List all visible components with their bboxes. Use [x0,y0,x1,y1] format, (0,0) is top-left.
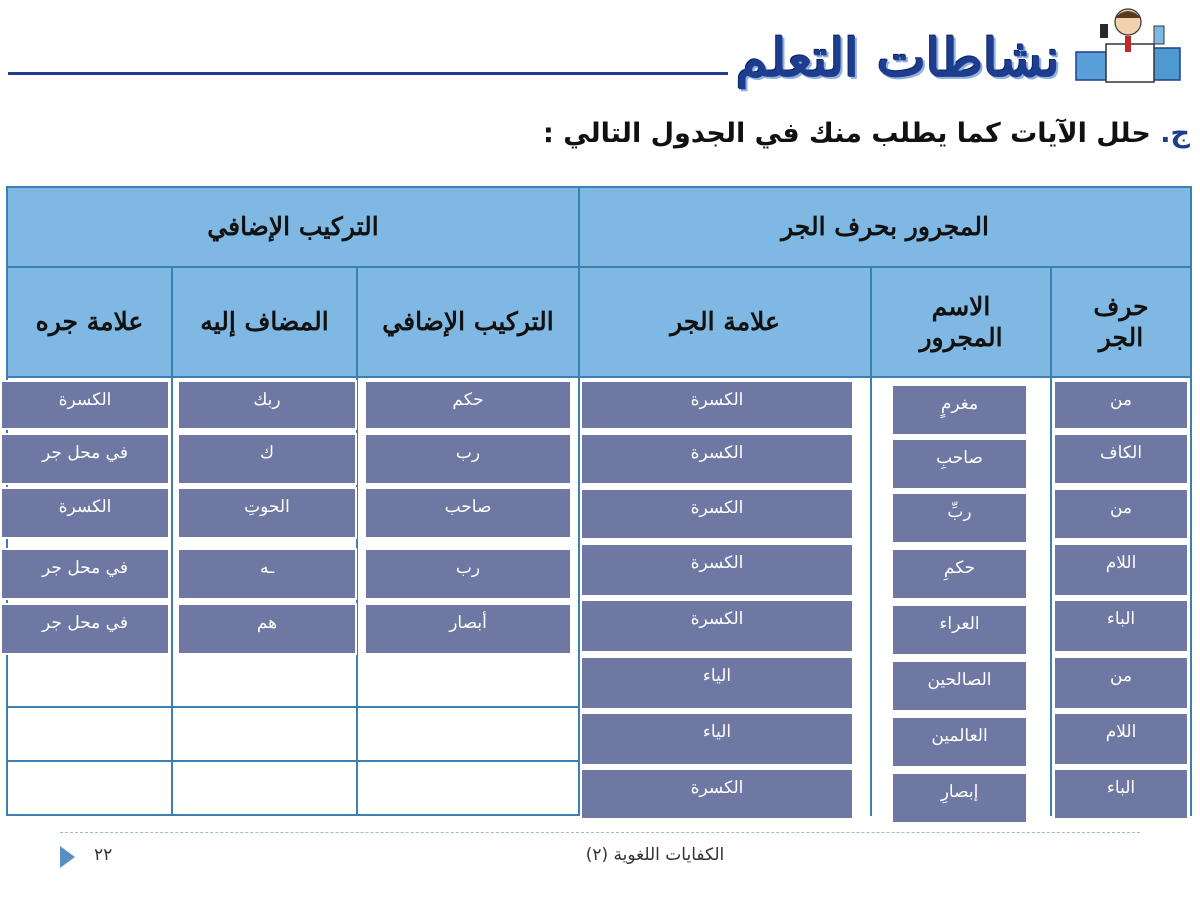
cell-alama-jarrih: في محل جر [0,548,170,600]
cell-harf: اللام [1053,712,1189,766]
cell-ism: الصالحين [891,660,1028,712]
col-header-mudaf: المضاف إليه [171,266,358,378]
title-underline [8,72,728,75]
cell-alama: الكسرة [580,433,854,485]
group-header-idafa: التركيب الإضافي [6,186,580,268]
cell-tarkib: أبصار [364,603,572,655]
cell-alama: الكسرة [580,380,854,430]
grid-line [6,706,580,708]
grid-line [1050,378,1052,816]
col-header-harf: حرف الجر [1050,266,1192,378]
cell-mudaf: ـه [177,548,357,600]
cell-alama-jarrih: الكسرة [0,380,170,430]
instruction-lead: ج. [1160,118,1190,149]
cell-harf: من [1053,488,1189,540]
cell-ism: حكمِ [891,548,1028,600]
cell-harf: الباء [1053,768,1189,820]
cell-ism: مغرمٍ [891,384,1028,436]
cell-ism: ربِّ [891,492,1028,544]
col-header-alama-jarrih: علامة جره [6,266,173,378]
grid-line [1190,378,1192,816]
grid-line [870,378,872,816]
col-header-ism: الاسم المجرور [870,266,1052,378]
cell-mudaf: هم [177,603,357,655]
teacher-mascot-icon [1070,4,1190,84]
cell-ism: إبصارِ [891,772,1028,824]
cell-tarkib: حكم [364,380,572,430]
cell-alama: الكسرة [580,543,854,597]
cell-alama: الكسرة [580,768,854,820]
grid-line [6,760,580,762]
cell-harf: الباء [1053,599,1189,653]
cell-alama-jarrih: في محل جر [0,433,170,485]
grid-line [171,378,173,816]
cell-ism: صاحبِ [891,438,1028,490]
cell-alama: الكسرة [580,488,854,540]
cell-ism: العراء [891,604,1028,656]
cell-alama-jarrih: الكسرة [0,487,170,539]
instruction [543,118,1190,149]
col-header-tarkib: التركيب الإضافي [356,266,580,378]
cell-alama: الياء [580,712,854,766]
cell-mudaf: ربك [177,380,357,430]
instruction-text: حلل الآيات كما يطلب منك في الجدول التالي : [543,118,1151,149]
cell-alama-jarrih: في محل جر [0,603,170,655]
cell-tarkib: صاحب [364,487,572,539]
cell-tarkib: رب [364,548,572,600]
cell-mudaf: ك [177,433,357,485]
footer-book-title: الكفايات اللغوية (٢) [585,845,725,865]
cell-mudaf: الحوتِ [177,487,357,539]
page-title: نشاطات التعلم [736,28,1060,89]
group-header-jar: المجرور بحرف الجر [578,186,1192,268]
cell-harf: اللام [1053,543,1189,597]
grid-line [6,814,580,816]
cell-alama: الكسرة [580,599,854,653]
cell-ism: العالمين [891,716,1028,768]
cell-harf: الكاف [1053,433,1189,485]
cell-tarkib: رب [364,433,572,485]
cell-alama: الياء [580,656,854,710]
footer-divider [60,832,1140,833]
cell-harf: من [1053,656,1189,710]
cell-harf: من [1053,380,1189,430]
page-number: ٢٢ [94,845,113,865]
col-header-alama-jar: علامة الجر [578,266,872,378]
